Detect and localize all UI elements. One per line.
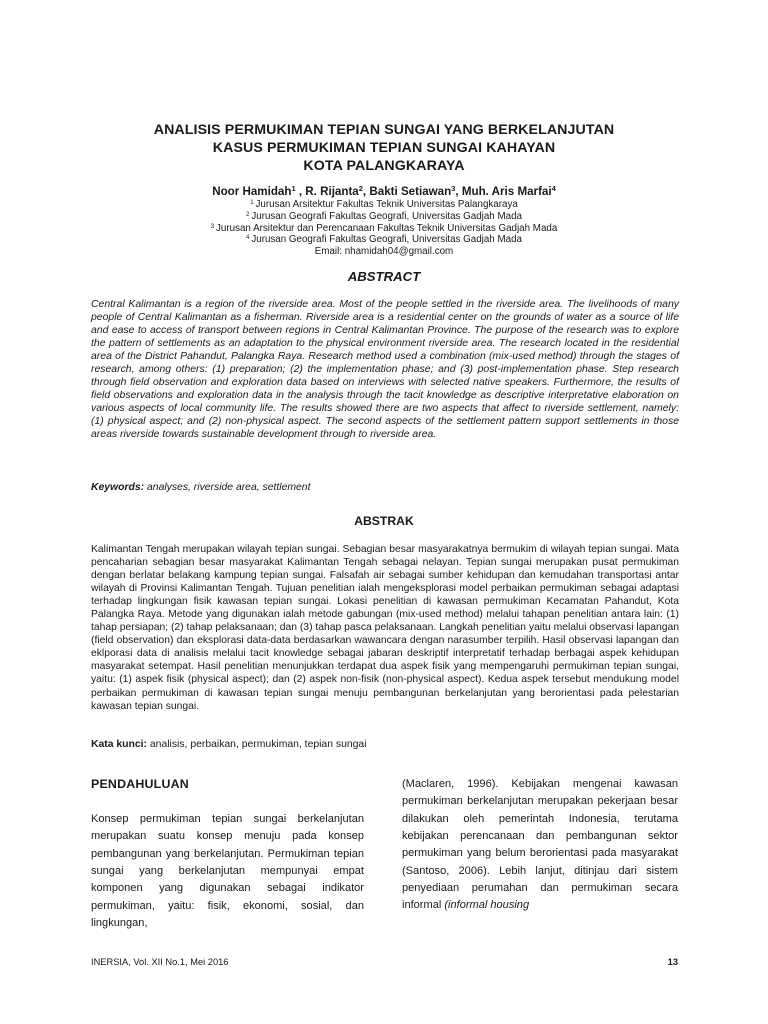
author-name: R. Rijanta	[305, 185, 359, 198]
author-separator: ,	[295, 185, 306, 198]
section-heading-pendahuluan: PENDAHULUAN	[91, 777, 189, 791]
intro-right-italic: (informal housing	[444, 899, 530, 912]
footer-journal: INERSIA, Vol. XII No.1, Mei 2016	[91, 957, 229, 967]
title-line: KASUS PERMUKIMAN TEPIAN SUNGAI KAHAYAN	[212, 140, 556, 156]
abstract-body: Central Kalimantan is a region of the riverside area. Most of the people settled in the riverside area. The livelihoods of many people of Central Kalimantan as a fisherman. Riverside area is a residential center on the grounds of water as a source of life and ease to access of transport between regions in Central Kalimantan Province. The purpose of the research was to explore the pattern of settlements as an adaptation to the physical environment riverside area. The research located in the residential area of the District Pahandut, Palangka Raya. Research method used a combination (mix-used method) through the stages of research, among others: (1) preparation; (2) the implementation phase; and (3) post-implementation phase. Step research through field observation and exploration data based on interviews with selected native speakers. Furthermore, the results of field observations and exploration data in the analysis through the tacit knowledge as descriptive interpretative elaboration on various aspects of local community life. The results showed there are two aspects that affect to riverside settlement, namely: (1) physical aspect; and (2) non-physical aspect. The second aspects of the settlement pattern support settlements in those areas riverside towards sustainable development through to riverside area.	[91, 299, 679, 441]
abstrak-heading: ABSTRAK	[354, 514, 414, 528]
page-number: 13	[667, 957, 678, 967]
affiliation-superscript: 3	[210, 223, 215, 230]
affiliation-line	[60, 211, 708, 223]
keywords-text: analyses, riverside area, settlement	[144, 482, 311, 493]
affiliation-line	[60, 234, 708, 246]
paper-title	[60, 121, 708, 175]
affiliation-superscript: 2	[246, 211, 250, 218]
author-separator: ,	[362, 185, 370, 198]
author-name: Bakti Setiawan	[369, 185, 452, 198]
author-superscript: 2	[358, 184, 363, 193]
author-name: Muh. Aris Marfai	[461, 185, 552, 198]
kata-kunci-label: Kata kunci:	[91, 739, 148, 750]
kata-kunci-text: analisis, perbaikan, permukiman, tepian sungai	[147, 739, 367, 750]
title-line: KOTA PALANGKARAYA	[303, 158, 465, 174]
affiliations	[60, 199, 708, 258]
author-list	[60, 185, 708, 199]
keywords-label: Keywords:	[91, 482, 145, 493]
title-line: ANALISIS PERMUKIMAN TEPIAN SUNGAI YANG BERKELANJUTAN	[153, 122, 615, 138]
affiliation-superscript: 4	[246, 235, 250, 242]
author-email[interactable]: Email: nhamidah04@gmail.com	[314, 246, 454, 258]
affiliation-text: Jurusan Arsitektur Fakultas Teknik Universitas Palangkaraya	[255, 199, 518, 210]
author-name: Noor Hamidah	[212, 185, 292, 198]
author-superscript: 3	[451, 184, 456, 193]
affiliation-text: Jurusan Geografi Fakultas Geografi, Universitas Gadjah Mada	[251, 210, 522, 222]
abstrak-keywords	[91, 738, 679, 751]
intro-right-column	[402, 776, 678, 915]
author-superscript: 1	[291, 184, 296, 193]
abstract-keywords	[91, 481, 679, 494]
affiliation-text: Jurusan Geografi Fakultas Geografi, Universitas Gadjah Mada	[251, 234, 522, 246]
affiliation-text: Jurusan Arsitektur dan Perencanaan Fakultas Teknik Universitas Gadjah Mada	[216, 222, 558, 234]
affiliation-superscript: 1	[250, 200, 254, 206]
affiliation-line	[60, 223, 708, 235]
author-separator: ,	[455, 185, 462, 198]
intro-left-column: Konsep permukiman tepian sungai berkelanjutan merupakan suatu konsep menuju pada konsep pembangunan yang berkelanjutan. Permukiman tepian sungai yang berkelanjutan mempunyai empat komponen yang digunakan sebagai indikator permukiman, yaitu: fisik, ekonomi, sosial, dan lingkungan,	[91, 813, 364, 930]
intro-right-text: (Maclaren, 1996). Kebijakan mengenai kawasan permukiman berkelanjutan merupakan pekerjaan besar dilakukan oleh pemerintah Indonesia, terutama kebijakan perencanaan dan pembangunan sektor permukiman yang belum berorientasi pada masyarakat (Santoso, 2006). Lebih lanjut, ditinjau dari sistem penyediaan perumahan dan permukiman secara informal	[402, 778, 678, 912]
abstract-heading: ABSTRACT	[347, 269, 421, 284]
affiliation-line	[60, 199, 708, 211]
author-superscript: 4	[551, 184, 556, 193]
abstrak-body: Kalimantan Tengah merupakan wilayah tepian sungai. Sebagian besar masyarakatnya bermukim di wilayah tepian sungai. Mata pencaharian sebagian besar masyarakat Kalimantan Tengah sebagai nelayan. Tepian sungai merupakan pusat permukiman dengan berlatar belakang kampung tepian sungai. Falsafah air sebagai sumber kehidupan dan kemudahan transportasi antar wilayah di Provinsi Kalimantan Tengah. Tujuan penelitian ialah mengeksplorasi model perbaikan permukiman sebagai adaptasi terhadap lingkungan fisik kawasan tepian sungai. Lokasi penelitian di kawasan permukiman Kecamatan Pahandut, Kota Palangka Raya. Metode yang digunakan ialah metode gabungan (mix-used method) melalui tahapan penelitian antara lain: (1) tahap persiapan; (2) tahap pelaksanaan; dan (3) tahap pasca pelaksanaan. Langkah penelitian yaitu melalui observasi lapangan (field observation) dan eksplorasi data-data berdasarkan wawancara dengan narasumber terpilih. Hasil observasi lapangan dan eklporasi data di analisis melalui tacit knowledge sebagai jabaran deskriptif interpretatif terhadap berbagai aspek kehidupan masyarakat setempat. Hasil penelitian menunjukkan terdapat dua aspek fisik yang mempengaruhi permukiman tepian sungai, yaitu: (1) aspek fisik (physical aspect); dan (2) aspek non-fisik (non-physical aspect). Kedua aspek tersebut mendukung model perbaikan permukiman di kawasan tepian sungai menuju pembangunan berkelanjutan yang berorientasi pada pelestarian kawasan tepian sungai.	[91, 544, 679, 712]
